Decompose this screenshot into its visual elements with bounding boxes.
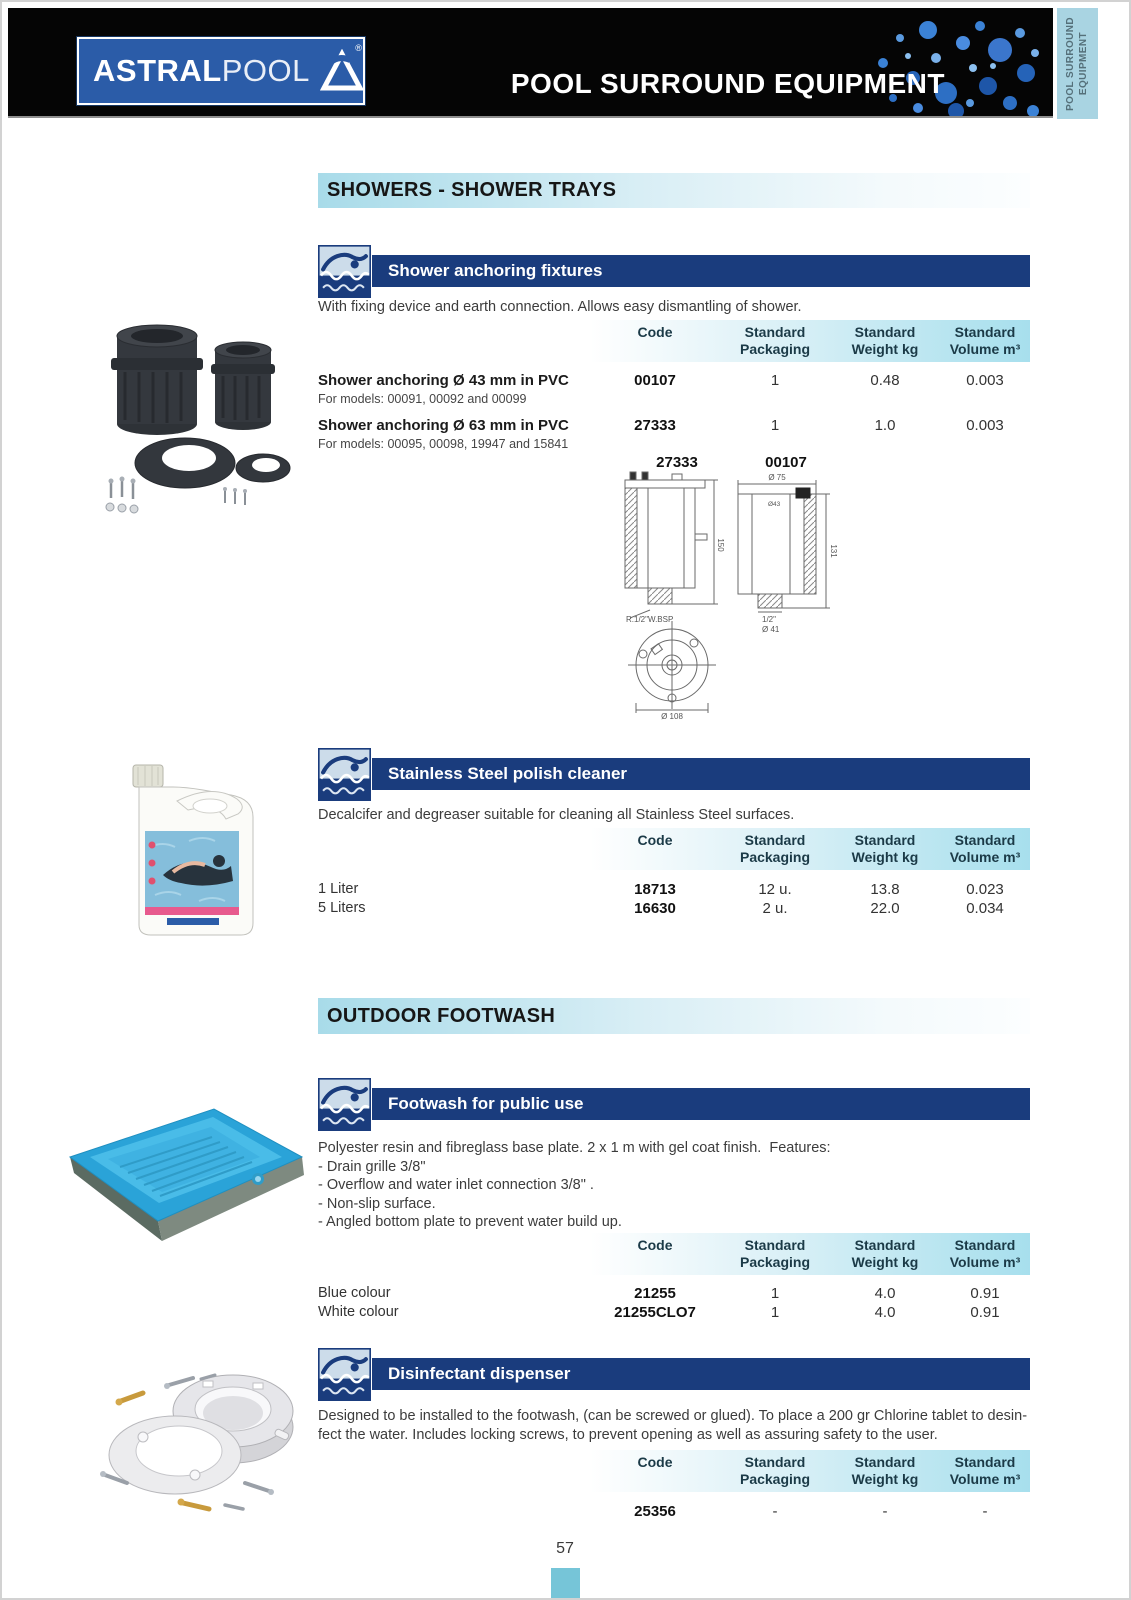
col-packaging: Standard Packaging [739, 1454, 811, 1487]
astralpool-wave-icon [318, 1348, 371, 1401]
svg-text:Ø43: Ø43 [768, 501, 781, 508]
side-tab-line2: EQUIPMENT [1078, 31, 1089, 96]
table-row [318, 416, 1030, 452]
col-packaging: Standard Packaging [739, 1237, 811, 1270]
table-header [318, 1450, 1030, 1492]
product-volume: 0.91 [970, 1285, 1000, 1302]
col-code: Code [637, 1237, 673, 1253]
product-description: With fixing device and earth connection. Allows easy dismantling of shower. [318, 299, 802, 315]
section-title-showers: SHOWERS - SHOWER TRAYS [318, 173, 1030, 208]
page-title: POOL SURROUND EQUIPMENT [510, 68, 945, 99]
product-weight: 1.0 [874, 417, 896, 434]
product-volume: - [982, 1503, 988, 1520]
col-volume: Standard Volume m³ [949, 1454, 1021, 1487]
col-code: Code [637, 324, 673, 340]
astralpool-wave-icon [318, 1078, 371, 1131]
astralpool-wave-icon [318, 245, 371, 298]
dispenser-table [318, 1450, 1030, 1521]
description-line: - Angled bottom plate to prevent water build up. [318, 1214, 622, 1230]
product-code: 25356 [634, 1503, 676, 1520]
table-row [318, 899, 1030, 918]
svg-text:131: 131 [829, 544, 838, 558]
description-line: fect the water. Includes locking screws, to prevent opening as well as assuring safety to the user. [318, 1426, 938, 1443]
product-code: 16630 [634, 900, 676, 917]
svg-text:00107: 00107 [765, 454, 807, 471]
product-weight: - [882, 1503, 888, 1520]
col-packaging: Standard Packaging [739, 832, 811, 865]
product-photo-polish-cleaner [125, 755, 265, 940]
product-volume: 0.023 [966, 881, 1004, 898]
table-row [318, 1284, 1030, 1303]
description-line: Designed to be installed to the footwash, (can be screwed or glued). To place a 200 gr Chlorine tablet to desin- [318, 1408, 1028, 1424]
product-weight: 13.8 [870, 881, 900, 898]
col-packaging: Standard Packaging [739, 324, 811, 357]
table-row [318, 371, 1030, 407]
svg-text:1/2": 1/2" [762, 615, 776, 624]
logo-wordmark [79, 53, 310, 89]
product-volume: 0.003 [966, 372, 1004, 389]
product-weight: 4.0 [874, 1304, 896, 1321]
product-name: Blue colour [318, 1285, 391, 1301]
astralpool-wave-icon [318, 748, 371, 801]
cleaner-table [318, 828, 1030, 918]
col-volume: Standard Volume m³ [949, 832, 1021, 865]
page-number: 57 [556, 1540, 574, 1557]
svg-text:R.1/2"W.BSP: R.1/2"W.BSP [626, 615, 674, 624]
svg-text:Ø 75: Ø 75 [768, 473, 786, 482]
product-volume: 0.034 [966, 900, 1004, 917]
product-name: 5 Liters [318, 900, 366, 916]
col-weight: Standard Weight kg [851, 324, 919, 357]
product-code: 21255 [634, 1285, 676, 1302]
product-code: 21255CLO7 [614, 1304, 696, 1321]
product-description [318, 1407, 1030, 1444]
col-code: Code [637, 832, 673, 848]
side-tab-line1: POOL SURROUND [1065, 16, 1076, 111]
logo-astral: ASTRAL [93, 53, 222, 88]
product-packaging: 2 u. [762, 900, 788, 917]
col-volume: Standard Volume m³ [949, 1237, 1021, 1270]
side-tab-pool-surround-equipment [1057, 8, 1098, 119]
product-volume: 0.91 [970, 1304, 1000, 1321]
description-line: - Overflow and water inlet connection 3/8" . [318, 1177, 594, 1193]
table-header [318, 828, 1030, 870]
product-packaging: 1 [770, 1285, 780, 1302]
product-weight: 22.0 [870, 900, 900, 917]
logo-pool: POOL [221, 53, 310, 88]
product-name: Shower anchoring Ø 43 mm in PVC [318, 372, 569, 389]
product-photo-shower-anchors [95, 300, 295, 515]
product-title-shower-anchoring: Shower anchoring fixtures [372, 255, 1030, 287]
product-models: For models: 00091, 00092 and 00099 [318, 392, 527, 406]
svg-text:Ø 108: Ø 108 [661, 712, 683, 720]
product-packaging: 1 [770, 1304, 780, 1321]
technical-drawing-anchoring [610, 450, 840, 720]
description-line: Polyester resin and fibreglass base plate. 2 x 1 m with gel coat finish. Features: [318, 1140, 831, 1156]
product-name: Shower anchoring Ø 63 mm in PVC [318, 417, 569, 434]
col-weight: Standard Weight kg [851, 1237, 919, 1270]
logo-emblem-icon [320, 41, 364, 101]
product-title-footwash-public: Footwash for public use [372, 1088, 1030, 1120]
product-name: 1 Liter [318, 881, 359, 897]
col-weight: Standard Weight kg [851, 832, 919, 865]
svg-text:27333: 27333 [656, 454, 698, 471]
registered-mark: ® [355, 43, 362, 53]
footwash-table [318, 1233, 1030, 1322]
description-line: - Non-slip surface. [318, 1195, 436, 1212]
product-code: 27333 [634, 417, 676, 434]
col-volume: Standard Volume m³ [949, 324, 1021, 357]
product-packaging: - [772, 1503, 778, 1520]
anchoring-table [318, 320, 1030, 452]
product-weight: 0.48 [870, 372, 900, 389]
product-description [318, 1139, 1030, 1232]
description-line: - Drain grille 3/8" [318, 1158, 426, 1175]
product-description: Decalcifer and degreaser suitable for cleaning all Stainless Steel surfaces. [318, 807, 795, 823]
product-packaging: 1 [770, 417, 780, 434]
col-weight: Standard Weight kg [851, 1454, 919, 1487]
svg-text:150: 150 [716, 538, 725, 552]
product-code: 00107 [634, 372, 676, 389]
product-photo-disinfectant-dispenser [85, 1335, 300, 1525]
page-marker [551, 1568, 580, 1598]
product-models: For models: 00095, 00098, 19947 and 15841 [318, 437, 569, 451]
product-packaging: 1 [770, 372, 780, 389]
product-name: White colour [318, 1304, 399, 1320]
table-row [318, 1303, 1030, 1322]
product-weight: 4.0 [874, 1285, 896, 1302]
table-row [318, 1502, 1030, 1521]
product-title-polish-cleaner: Stainless Steel polish cleaner [372, 758, 1030, 790]
product-code: 18713 [634, 881, 676, 898]
product-photo-footwash-tray [62, 1095, 310, 1267]
product-title-disinfectant-dispenser: Disinfectant dispenser [372, 1358, 1030, 1390]
product-volume: 0.003 [966, 417, 1004, 434]
col-code: Code [637, 1454, 673, 1470]
section-title-outdoor-footwash: OUTDOOR FOOTWASH [318, 998, 1030, 1034]
table-header [318, 320, 1030, 362]
product-packaging: 12 u. [758, 881, 792, 898]
header-divider [8, 116, 1053, 118]
table-header [318, 1233, 1030, 1275]
table-row [318, 880, 1030, 899]
astralpool-logo [77, 37, 365, 105]
svg-text:Ø 41: Ø 41 [762, 625, 780, 634]
